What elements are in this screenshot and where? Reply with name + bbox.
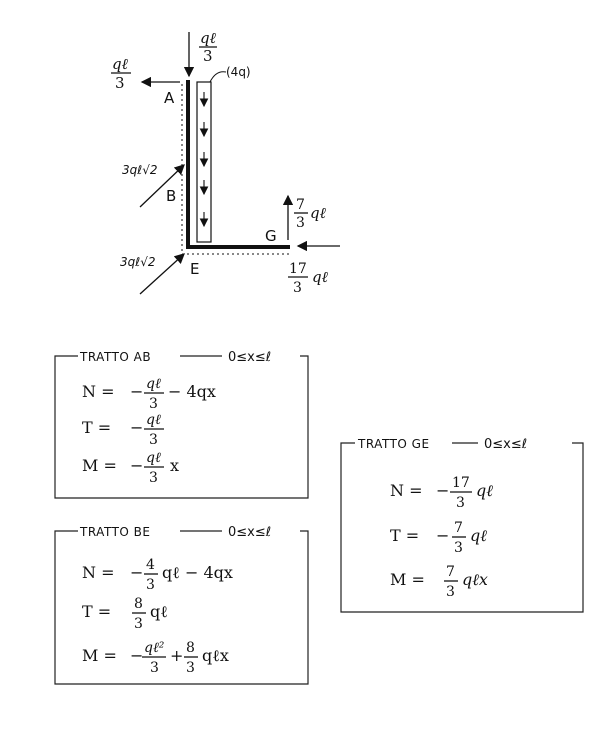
box-be-title: TRATTO BE	[80, 525, 151, 539]
box-ab-m-den: 3	[149, 470, 158, 486]
box-be-m-den: 3	[150, 660, 159, 676]
box-ge-m-num: 7	[446, 564, 455, 580]
box-ge-m-lhs: M =	[390, 570, 425, 589]
box-be-t-lhs: T =	[82, 602, 112, 621]
reaction-g-vertical	[288, 196, 326, 240]
box-ab-m-tail: x	[170, 456, 180, 475]
reaction-g-left-num: 17	[289, 261, 307, 277]
label-a: A	[164, 89, 175, 107]
box-be-n-tail: qℓ − 4qx	[162, 563, 233, 582]
top-load-num: qℓ	[200, 29, 216, 47]
reaction-g-up-den: 3	[296, 215, 305, 231]
box-ge-m-den: 3	[446, 584, 455, 600]
left-load-den: 3	[115, 74, 125, 92]
box-be-m-den2: 3	[186, 660, 195, 676]
box-be-t-tail: qℓ	[150, 602, 168, 621]
box-ab-range: 0≤x≤ℓ	[228, 350, 272, 365]
box-tratto-ab	[55, 350, 308, 498]
box-ge-t-den: 3	[454, 540, 463, 556]
force-e	[120, 254, 184, 294]
box-be-range: 0≤x≤ℓ	[228, 525, 272, 540]
box-be-n-den: 3	[146, 577, 155, 593]
box-ab-title: TRATTO AB	[80, 350, 152, 364]
box-ge-title: TRATTO GE	[358, 437, 430, 451]
box-ab-n-lhs: N =	[82, 382, 115, 401]
box-ab-t-sign: −	[130, 418, 144, 437]
distributed-load-label: (4q)	[226, 65, 251, 79]
label-e: E	[190, 260, 200, 278]
box-ge-m-tail: qℓx	[462, 570, 488, 589]
box-ab-t-num: qℓ	[146, 412, 161, 428]
force-b-label: 3qℓ√2	[122, 163, 158, 177]
box-ab-t-den: 3	[149, 432, 158, 448]
box-ge-n-lhs: N =	[390, 481, 423, 500]
label-g: G	[265, 227, 277, 245]
box-ge-n-den: 3	[456, 495, 465, 511]
box-ge-n-num: 17	[452, 475, 470, 491]
box-ab-n-sign: −	[130, 382, 144, 401]
box-be-t-num: 8	[134, 596, 143, 612]
box-ge-n-tail: qℓ	[476, 481, 493, 500]
reaction-g-left-tail: qℓ	[312, 268, 328, 286]
box-be-n-sign: −	[130, 563, 144, 582]
box-ge-n-sign: −	[436, 481, 450, 500]
reaction-g-up-num: 7	[296, 197, 305, 213]
reaction-g-horizontal	[288, 246, 340, 296]
box-tratto-be	[55, 525, 308, 684]
box-ab-t-lhs: T =	[82, 418, 112, 437]
box-ab-m-sign: −	[130, 456, 144, 475]
box-be-m-tail: qℓx	[202, 646, 229, 665]
box-be-m-lhs: M =	[82, 646, 117, 665]
box-be-m-num: qℓ²	[144, 640, 165, 656]
label-b: B	[166, 187, 177, 205]
distributed-load	[197, 65, 251, 242]
left-load	[111, 55, 180, 92]
box-ab-m-lhs: M =	[82, 456, 117, 475]
reaction-g-left-den: 3	[293, 280, 302, 296]
box-ab-m-num: qℓ	[146, 450, 161, 466]
box-be-n-num: 4	[146, 557, 155, 573]
box-be-m-plus: +	[170, 646, 184, 665]
top-load	[189, 29, 217, 76]
left-load-num: qℓ	[112, 55, 128, 73]
box-ab-n-num: qℓ	[146, 376, 161, 392]
box-be-n-lhs: N =	[82, 563, 115, 582]
box-ge-t-num: 7	[454, 520, 463, 536]
box-be-m-sign: −	[130, 646, 144, 665]
reaction-g-up-tail: qℓ	[310, 204, 326, 222]
box-ge-t-tail: qℓ	[470, 526, 487, 545]
box-ab-n-tail: − 4qx	[168, 382, 216, 401]
box-ge-t-lhs: T =	[390, 526, 420, 545]
box-ab-n-den: 3	[149, 396, 158, 412]
box-be-t-den: 3	[134, 616, 143, 632]
box-be-m-num2: 8	[186, 640, 195, 656]
box-ge-t-sign: −	[436, 526, 450, 545]
box-tratto-ge	[341, 437, 583, 612]
box-ge-range: 0≤x≤ℓ	[484, 437, 528, 452]
force-e-label: 3qℓ√2	[120, 255, 156, 269]
top-load-den: 3	[203, 47, 213, 65]
